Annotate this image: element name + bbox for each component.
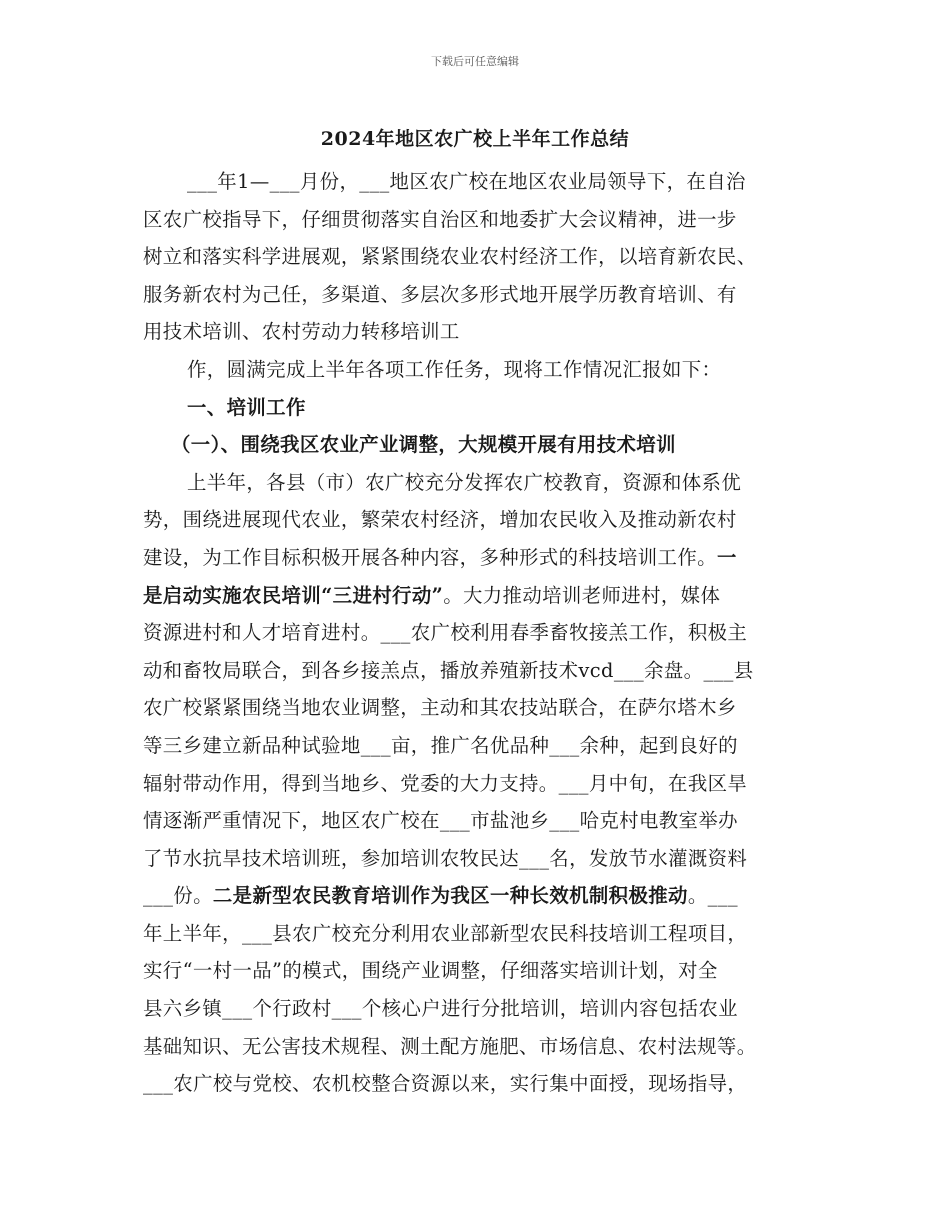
paragraph-line: 县六乡镇___个行政村___个核心户进行分批培训，培训内容包括农业 <box>143 997 738 1021</box>
paragraph-line <box>143 577 815 615</box>
paragraph-line: 作，圆满完成上半年各项工作任务，现将工作情况汇报如下： <box>187 357 722 381</box>
paragraph-line: 树立和落实科学进展观，紧紧围绕农业农村经济工作，以培育新农民、 <box>143 245 757 269</box>
paragraph-line: 服务新农村为己任，多渠道、多层次多形式地开展学历教育培训、有 <box>143 282 737 306</box>
subsection-heading: （一）、围绕我区农业产业调整，大规模开展有用技术培训 <box>171 433 676 457</box>
paragraph-line: 区农广校指导下，仔细贯彻落实自治区和地委扩大会议精神，进一步 <box>143 207 737 231</box>
section-heading: 一、培训工作 <box>187 395 306 419</box>
paragraph-line: ___年1—___月份，___地区农广校在地区农业局领导下，在自治 <box>187 170 746 193</box>
bold-text-run: 二是新型农民教育培训作为我区一种长效机制积极推动 <box>212 884 688 908</box>
paragraph-line: 情逐渐严重情况下，地区农广校在___市盐池乡___哈克村电教室举办 <box>143 809 738 833</box>
paragraph-line: 年上半年，___县农广校充分利用农业部新型农民科技培训工程项目， <box>143 921 748 945</box>
paragraph-line: 辐射带动作用，得到当地乡、党委的大力支持。___月中旬，在我区旱 <box>143 771 748 795</box>
paragraph-line: 资源进村和人才培育进村。___农广校利用春季畜牧接羔工作，积极主 <box>143 621 748 645</box>
paragraph-line <box>143 877 815 915</box>
paragraph-line: 农广校紧紧围绕当地农业调整，主动和其农技站联合，在萨尔塔木乡 <box>143 696 737 720</box>
text-run: 。___ <box>687 884 738 908</box>
bold-text-run: 一 <box>716 545 737 569</box>
paragraph-line: 实行“一村一品”的模式，围绕产业调整，仔细落实培训计划，对全 <box>143 959 718 983</box>
paragraph-line: 用技术培训、农村劳动力转移培训工 <box>143 320 460 344</box>
paragraph-line: 等三乡建立新品种试验地___亩，推广名优品种___余种，起到良好的 <box>143 733 738 757</box>
document-body <box>143 163 815 1103</box>
document-title: 2024年地区农广校上半年工作总结 <box>320 128 630 150</box>
paragraph-line: 了节水抗旱技术培训班，参加培训农牧民达___名，发放节水灌溉资料 <box>143 846 748 870</box>
page-header-note: 下载后可任意编辑 <box>431 55 519 68</box>
paragraph-line <box>143 539 815 577</box>
paragraph-line: 势，围绕进展现代农业，繁荣农村经济，增加农民收入及推动新农村 <box>143 508 737 532</box>
text-run: 建设，为工作目标积极开展各种内容，多种形式的科技培训工作。 <box>143 545 717 569</box>
text-run: 。大力推动培训老师进村，媒体 <box>443 583 721 607</box>
paragraph-line: 动和畜牧局联合，到各乡接羔点，播放养殖新技术vcd___余盘。___县 <box>143 658 754 682</box>
text-run: ___份。 <box>143 884 213 908</box>
bold-text-run: 是启动实施农民培训“三进村行动” <box>143 583 444 607</box>
paragraph-line: ___农广校与党校、农机校整合资源以来，实行集中面授，现场指导， <box>143 1072 748 1096</box>
paragraph-line: 上半年，各县（市）农广校充分发挥农广校教育，资源和体系优 <box>187 470 742 494</box>
paragraph-line: 基础知识、无公害技术规程、测土配方施肥、市场信息、农村法规等。 <box>143 1034 757 1058</box>
